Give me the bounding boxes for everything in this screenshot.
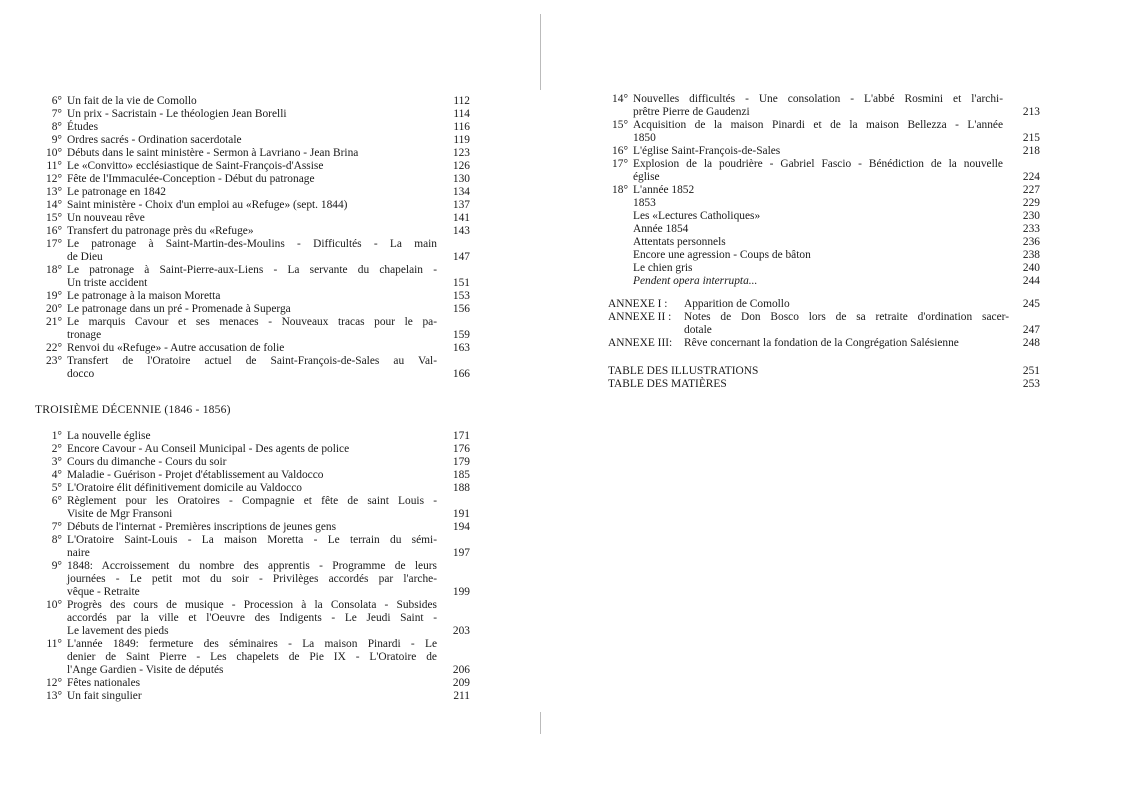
entry-page-number: 236 <box>1022 236 1040 248</box>
entry-number <box>596 223 628 236</box>
entry-title <box>67 173 437 186</box>
entry-title-line: Le «Convitto» ecclésiastique de Saint-François-d'Assise <box>67 160 324 172</box>
entry-number: 4° <box>51 469 62 481</box>
entry-title-line: de Dieu <box>67 251 103 263</box>
entry-number: 16° <box>46 225 62 237</box>
entry-title-line: Le marquis Cavour et ses menaces - Nouveaux tracas pour le pa- <box>67 316 437 328</box>
entry-title <box>633 210 1003 223</box>
entry-page-number: 176 <box>452 443 470 455</box>
entry-page-number: 116 <box>453 121 470 133</box>
annex-page-number: 245 <box>1022 298 1040 310</box>
annex-title <box>684 298 1009 311</box>
table-label: TABLE DES MATIÈRES <box>608 378 727 390</box>
annex-page-number: 247 <box>1022 324 1040 336</box>
entry-title-line: naire <box>67 547 90 559</box>
entry-title <box>67 521 437 534</box>
entry-title <box>67 108 437 121</box>
toc-entry <box>30 225 472 238</box>
entry-number: 1° <box>51 430 62 442</box>
toc-entry <box>30 186 472 199</box>
toc-section-continued <box>30 95 472 381</box>
entry-title-line: prêtre Pierre de Gaudenzi <box>633 106 750 118</box>
entry-page-number: 211 <box>453 690 470 702</box>
entry-title-line: Le chien gris <box>633 262 693 274</box>
entry-number: 6° <box>51 95 62 107</box>
entry-number: 21° <box>46 316 62 328</box>
entry-number: 8° <box>51 534 62 546</box>
toc-entry <box>596 236 1042 249</box>
entry-title-line: accordés par la ville et l'Oeuvre des Indigents - Le Jeudi Saint - <box>67 612 437 624</box>
entry-number: 8° <box>51 121 62 133</box>
entry-number: 17° <box>612 158 628 170</box>
entry-number: 12° <box>46 173 62 185</box>
entry-page-number: 240 <box>1022 262 1040 274</box>
entry-page-number: 233 <box>1022 223 1040 235</box>
entry-page-number: 203 <box>452 625 470 637</box>
tables-list <box>608 365 1042 391</box>
entry-number: 5° <box>51 482 62 494</box>
entry-title-line: 1853 <box>633 197 656 209</box>
entry-title-line: Maladie - Guérison - Projet d'établissement au Valdocco <box>67 469 324 481</box>
entry-title-line: l'Ange Gardien - Visite de députés <box>67 664 224 676</box>
entry-number: 14° <box>612 93 628 105</box>
entry-number: 13° <box>46 186 62 198</box>
toc-entry <box>596 145 1042 158</box>
table-page-number: 253 <box>1022 378 1040 390</box>
entry-number: 20° <box>46 303 62 315</box>
entry-title <box>67 238 437 264</box>
entry-title <box>67 95 437 108</box>
entry-number: 13° <box>46 690 62 702</box>
entry-page-number: 209 <box>452 677 470 689</box>
entry-page-number: 123 <box>452 147 470 159</box>
annex-entry <box>608 311 1042 337</box>
entry-page-number: 114 <box>453 108 470 120</box>
entry-page-number: 137 <box>452 199 470 211</box>
toc-entry <box>596 275 1042 288</box>
page-gutter-mark <box>540 712 541 734</box>
toc-entry <box>596 197 1042 210</box>
toc-entry <box>30 264 472 290</box>
entry-title <box>67 342 437 355</box>
entry-title-line: Débuts dans le saint ministère - Sermon à Lavriano - Jean Brina <box>67 147 359 159</box>
entry-number: 16° <box>612 145 628 157</box>
annex-entry <box>608 298 1042 311</box>
entry-title-line: L'année 1849: fermeture des séminaires - La maison Pinardi - Le <box>67 638 437 650</box>
entry-page-number: 188 <box>452 482 470 494</box>
entry-title-line: Encore une agression - Coups de bâton <box>633 249 811 261</box>
entry-title <box>67 430 437 443</box>
entry-title-line: église <box>633 171 660 183</box>
toc-section-third-left <box>30 430 472 703</box>
entry-page-number: 119 <box>453 134 470 146</box>
entry-title <box>67 495 437 521</box>
entry-page-number: 147 <box>452 251 470 263</box>
entry-title-line: L'église Saint-François-de-Sales <box>633 145 781 157</box>
annex-title-line: Rêve concernant la fondation de la Congrégation Salésienne <box>684 337 959 349</box>
toc-entry <box>30 560 472 599</box>
annex-label: ANNEXE III: <box>608 337 673 349</box>
toc-entry <box>30 303 472 316</box>
entry-title <box>67 482 437 495</box>
entry-number: 7° <box>51 108 62 120</box>
entry-title <box>633 249 1003 262</box>
annex-page-number: 248 <box>1022 337 1040 349</box>
entry-title <box>67 121 437 134</box>
entry-title <box>67 264 437 290</box>
entry-number: 10° <box>46 599 62 611</box>
entry-number: 9° <box>51 134 62 146</box>
entry-title <box>633 119 1003 145</box>
entry-title-line: 1850 <box>633 132 656 144</box>
annex-entry <box>608 337 1042 350</box>
table-page-number: 251 <box>1022 365 1040 377</box>
entry-title-line: Nouvelles difficultés - Une consolation - L'abbé Rosmini et l'archi- <box>633 93 1003 105</box>
entry-number <box>596 210 628 223</box>
toc-entry <box>30 290 472 303</box>
entry-title <box>67 443 437 456</box>
entry-title <box>633 158 1003 184</box>
entry-title <box>67 186 437 199</box>
entry-page-number: 218 <box>1022 145 1040 157</box>
annex-title <box>684 311 1009 337</box>
entry-page-number: 130 <box>452 173 470 185</box>
toc-entry <box>30 534 472 560</box>
toc-entry <box>30 160 472 173</box>
entry-title-line: La nouvelle église <box>67 430 151 442</box>
entry-page-number: 143 <box>452 225 470 237</box>
entry-number: 11° <box>46 638 62 650</box>
entry-title <box>633 93 1003 119</box>
entry-page-number: 224 <box>1022 171 1040 183</box>
entry-page-number: 244 <box>1022 275 1040 287</box>
entry-page-number: 191 <box>452 508 470 520</box>
toc-entry <box>596 210 1042 223</box>
entry-title-line: Études <box>67 121 99 133</box>
entry-number: 10° <box>46 147 62 159</box>
entry-title-line: vêque - Retraite <box>67 586 140 598</box>
entry-title <box>633 223 1003 236</box>
toc-entry <box>596 223 1042 236</box>
entry-title-line: Explosion de la poudrière - Gabriel Fascio - Bénédiction de la nouvelle <box>633 158 1003 170</box>
toc-entry <box>30 108 472 121</box>
entry-title-line: Renvoi du «Refuge» - Autre accusation de folie <box>67 342 285 354</box>
toc-entry <box>30 342 472 355</box>
entry-number: 7° <box>51 521 62 533</box>
entry-title <box>633 236 1003 249</box>
entry-title-line: Fête de l'Immaculée-Conception - Début du patronage <box>67 173 315 185</box>
entry-title-line: Un fait singulier <box>67 690 142 702</box>
entry-title-line: Un fait de la vie de Comollo <box>67 95 197 107</box>
entry-page-number: 238 <box>1022 249 1040 261</box>
toc-entry <box>30 677 472 690</box>
entry-number: 22° <box>46 342 62 354</box>
toc-entry <box>596 262 1042 275</box>
entry-title <box>633 145 1003 158</box>
entry-page-number: 194 <box>452 521 470 533</box>
table-entry <box>608 378 1042 391</box>
toc-entry <box>30 469 472 482</box>
entry-number <box>596 197 628 210</box>
toc-entry <box>30 238 472 264</box>
entry-title-line: L'année 1852 <box>633 184 695 196</box>
entry-title-line: 1848: Accroissement du nombre des apprentis - Programme de leurs <box>67 560 437 572</box>
entry-title-line: L'Oratoire Saint-Louis - La maison Moretta - Le terrain du sémi- <box>67 534 437 546</box>
entry-number: 23° <box>46 355 62 367</box>
entry-number: 3° <box>51 456 62 468</box>
toc-entry <box>30 495 472 521</box>
entry-title-line: Le patronage à Saint-Pierre-aux-Liens - La servante du chapelain - <box>67 264 437 276</box>
entry-title <box>67 456 437 469</box>
entry-page-number: 163 <box>452 342 470 354</box>
entry-number <box>596 275 628 288</box>
entry-number <box>596 236 628 249</box>
entry-title <box>67 303 437 316</box>
entry-title-line: Le lavement des pieds <box>67 625 169 637</box>
entry-number: 17° <box>46 238 62 250</box>
toc-entry <box>30 690 472 703</box>
entry-page-number: 206 <box>452 664 470 676</box>
toc-entry <box>596 249 1042 262</box>
entry-title <box>633 262 1003 275</box>
entry-title-line: Année 1854 <box>633 223 689 235</box>
entry-number <box>596 249 628 262</box>
entry-title <box>67 534 437 560</box>
entry-number: 9° <box>51 560 62 572</box>
entry-title-line: Un nouveau rêve <box>67 212 145 224</box>
toc-entry <box>596 184 1042 197</box>
entry-title-line: Cours du dimanche - Cours du soir <box>67 456 227 468</box>
entry-title-line: Fêtes nationales <box>67 677 141 689</box>
toc-entry <box>30 212 472 225</box>
section-heading: TROISIÈME DÉCENNIE (1846 - 1856) <box>35 403 231 416</box>
toc-entry <box>30 355 472 381</box>
annex-label: ANNEXE I : <box>608 298 668 310</box>
entry-number <box>596 262 628 275</box>
entry-title <box>67 677 437 690</box>
entry-title-line: Un prix - Sacristain - Le théologien Jean Borelli <box>67 108 287 120</box>
entry-page-number: 179 <box>452 456 470 468</box>
entry-number: 15° <box>46 212 62 224</box>
entry-page-number: 112 <box>453 95 470 107</box>
entry-page-number: 141 <box>452 212 470 224</box>
entry-title-line: Un triste accident <box>67 277 148 289</box>
toc-entry <box>30 456 472 469</box>
toc-entry <box>30 121 472 134</box>
entry-title-line: Débuts de l'internat - Premières inscriptions de jeunes gens <box>67 521 337 533</box>
entry-page-number: 215 <box>1022 132 1040 144</box>
entry-title <box>633 197 1003 210</box>
entry-page-number: 126 <box>452 160 470 172</box>
entry-page-number: 166 <box>452 368 470 380</box>
entry-page-number: 230 <box>1022 210 1040 222</box>
entry-page-number: 159 <box>452 329 470 341</box>
entry-title <box>67 290 437 303</box>
annex-label: ANNEXE II : <box>608 311 672 323</box>
annex-title-line: Apparition de Comollo <box>684 298 790 310</box>
toc-entry <box>596 158 1042 184</box>
toc-section-third-right <box>596 93 1042 288</box>
entry-page-number: 171 <box>452 430 470 442</box>
entry-title-line: docco <box>67 368 95 380</box>
toc-entry <box>30 599 472 638</box>
entry-title-line: Progrès des cours de musique - Procession à la Consolata - Subsides <box>67 599 437 611</box>
toc-entry <box>30 173 472 186</box>
toc-entry <box>596 93 1042 119</box>
entry-number: 6° <box>51 495 62 507</box>
entry-page-number: 134 <box>452 186 470 198</box>
entry-title <box>67 160 437 173</box>
entry-title-line: Saint ministère - Choix d'un emploi au «Refuge» (sept. 1844) <box>67 199 348 211</box>
entry-title <box>67 560 437 599</box>
entry-title <box>67 212 437 225</box>
entry-title-line: Encore Cavour - Au Conseil Municipal - Des agents de police <box>67 443 350 455</box>
entry-title-line: Transfert de l'Oratoire actuel de Saint-François-de-Sales au Val- <box>67 355 437 367</box>
toc-entry <box>30 316 472 342</box>
table-label: TABLE DES ILLUSTRATIONS <box>608 365 759 377</box>
entry-page-number: 151 <box>452 277 470 289</box>
entry-title-line: Le patronage en 1842 <box>67 186 166 198</box>
entry-title-line: Attentats personnels <box>633 236 726 248</box>
toc-entry <box>596 119 1042 145</box>
entry-number: 2° <box>51 443 62 455</box>
entry-title-line: Le patronage à Saint-Martin-des-Moulins - Difficultés - La main <box>67 238 437 250</box>
entry-page-number: 229 <box>1022 197 1040 209</box>
entry-title-line: L'Oratoire élit définitivement domicile au Valdocco <box>67 482 302 494</box>
annexes-list <box>608 298 1042 350</box>
entry-number: 11° <box>46 160 62 172</box>
entry-title-line: Transfert du patronage près du «Refuge» <box>67 225 254 237</box>
entry-page-number: 185 <box>452 469 470 481</box>
annex-title-line: Notes de Don Bosco lors de sa retraite d'ordination sacer- <box>684 311 1009 323</box>
toc-entry <box>30 95 472 108</box>
toc-entry <box>30 199 472 212</box>
entry-title <box>67 599 437 638</box>
entry-title-line: journées - Le petit mot du soir - Privilèges accordés par l'arche- <box>67 573 437 585</box>
entry-number: 15° <box>612 119 628 131</box>
entry-title <box>67 316 437 342</box>
entry-title <box>67 225 437 238</box>
entry-title <box>67 147 437 160</box>
entry-title <box>633 275 1003 288</box>
entry-title <box>67 638 437 677</box>
toc-entry <box>30 147 472 160</box>
entry-title <box>67 355 437 381</box>
entry-number: 18° <box>612 184 628 196</box>
annex-title <box>684 337 1009 350</box>
entry-title-line: Le patronage à la maison Moretta <box>67 290 221 302</box>
entry-title-line: Visite de Mgr Fransoni <box>67 508 173 520</box>
entry-title <box>633 184 1003 197</box>
entry-title <box>67 199 437 212</box>
entry-page-number: 213 <box>1022 106 1040 118</box>
entry-title-line: Pendent opera interrupta... <box>633 275 758 287</box>
entry-title-line: Acquisition de la maison Pinardi et de la maison Bellezza - L'année <box>633 119 1003 131</box>
entry-number: 14° <box>46 199 62 211</box>
table-entry <box>608 365 1042 378</box>
entry-title-line: denier de Saint Pierre - Les chapelets de Pie IX - L'Oratoire de <box>67 651 437 663</box>
entry-page-number: 153 <box>452 290 470 302</box>
entry-title-line: Règlement pour les Oratoires - Compagnie et fête de saint Louis - <box>67 495 437 507</box>
entry-number: 18° <box>46 264 62 276</box>
toc-entry <box>30 482 472 495</box>
entry-title-line: tronage <box>67 329 102 341</box>
entry-number: 12° <box>46 677 62 689</box>
entry-page-number: 197 <box>452 547 470 559</box>
page-gutter-mark <box>540 14 541 90</box>
toc-entry <box>30 443 472 456</box>
entry-title <box>67 469 437 482</box>
toc-entry <box>30 638 472 677</box>
entry-page-number: 227 <box>1022 184 1040 196</box>
entry-title <box>67 134 437 147</box>
entry-number: 19° <box>46 290 62 302</box>
entry-title-line: Les «Lectures Catholiques» <box>633 210 761 222</box>
entry-title-line: Le patronage dans un pré - Promenade à Superga <box>67 303 291 315</box>
toc-entry <box>30 521 472 534</box>
entry-title-line: Ordres sacrés - Ordination sacerdotale <box>67 134 242 146</box>
annex-title-line: dotale <box>684 324 712 336</box>
toc-entry <box>30 134 472 147</box>
toc-entry <box>30 430 472 443</box>
entry-page-number: 199 <box>452 586 470 598</box>
entry-title <box>67 690 437 703</box>
entry-page-number: 156 <box>452 303 470 315</box>
